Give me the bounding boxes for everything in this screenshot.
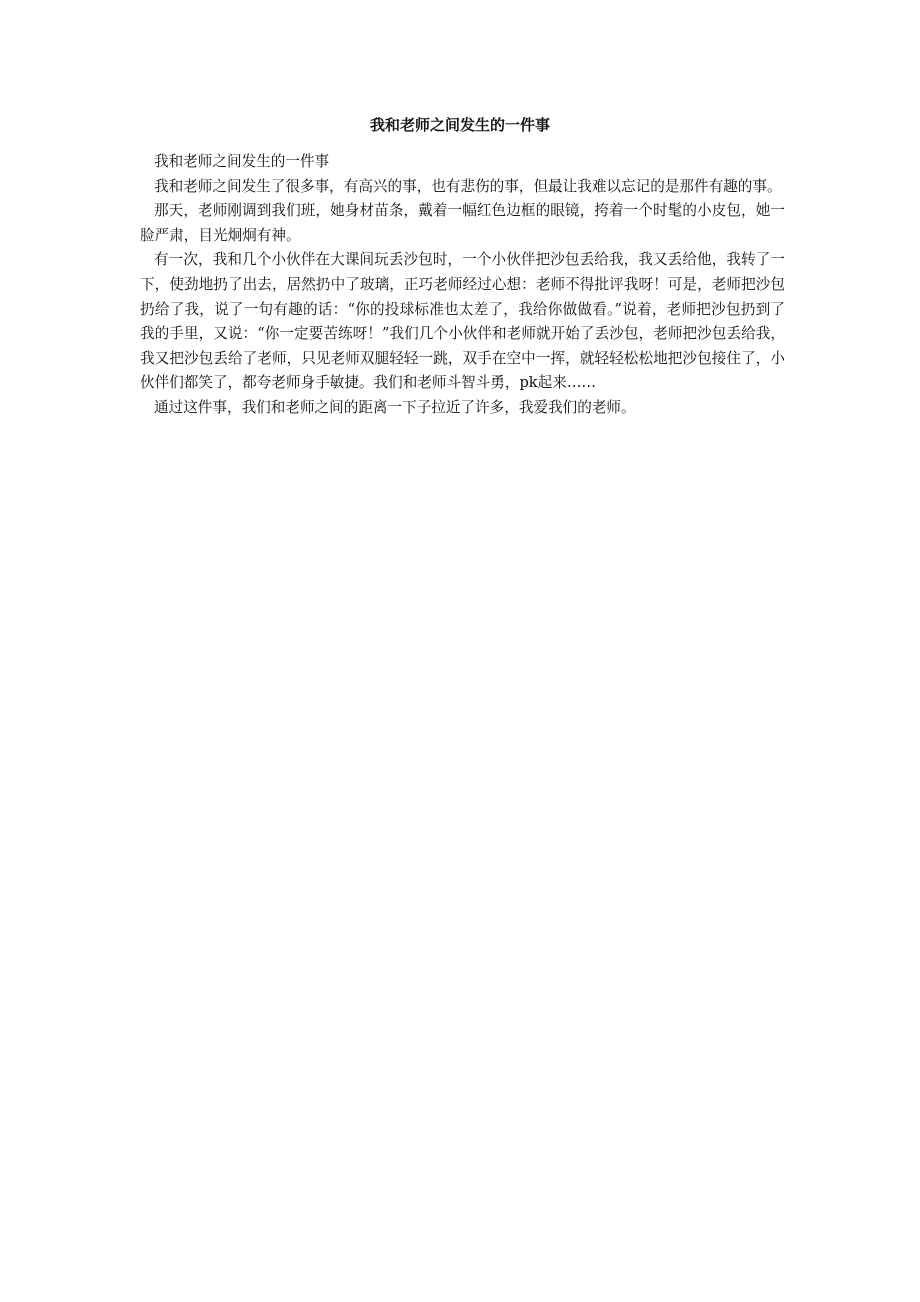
paragraph-intro: 我和老师之间发生了很多事，有高兴的事，也有悲伤的事，但最让我难以忘记的是那件有趣的事。	[154, 177, 782, 195]
document-title: 我和老师之间发生的一件事	[369, 116, 550, 134]
document-body	[140, 150, 785, 421]
paragraph-conclusion: 通过这件事，我们和老师之间的距离一下子拉近了许多，我爱我们的老师。	[154, 398, 636, 416]
paragraph-subtitle: 我和老师之间发生的一件事	[154, 153, 330, 170]
paragraph-teacher-description: 那天，老师刚调到我们班，她身材苗条，戴着一幅红色边框的眼镜，挎着一个时髦的小皮包，她一脸严肃，目光炯炯有神。	[140, 202, 785, 244]
paragraph-sandbag-story: 有一次，我和几个小伙伴在大课间玩丢沙包时，一个小伙伴把沙包丢给我，我又丢给他，我转了一下，使劲地扔了出去，居然扔中了玻璃，正巧老师经过心想：老师不得批评我呀！可是，老师把沙包扔给了我，说了一句有趣的话：“你的投球标准也太差了，我给你做做看。”说着，老师把沙包扔到了我的手里，又说：“你一定要苦练呀！”我们几个小伙伴和老师就开始了丢沙包，老师把沙包丢给我，我又把沙包丢给了老师，只见老师双腿轻轻一跳，双手在空中一挥，就轻轻松松地把沙包接住了，小伙伴们都笑了，都夸老师身手敏捷。我们和老师斗智斗勇，pk起来……	[140, 251, 785, 392]
